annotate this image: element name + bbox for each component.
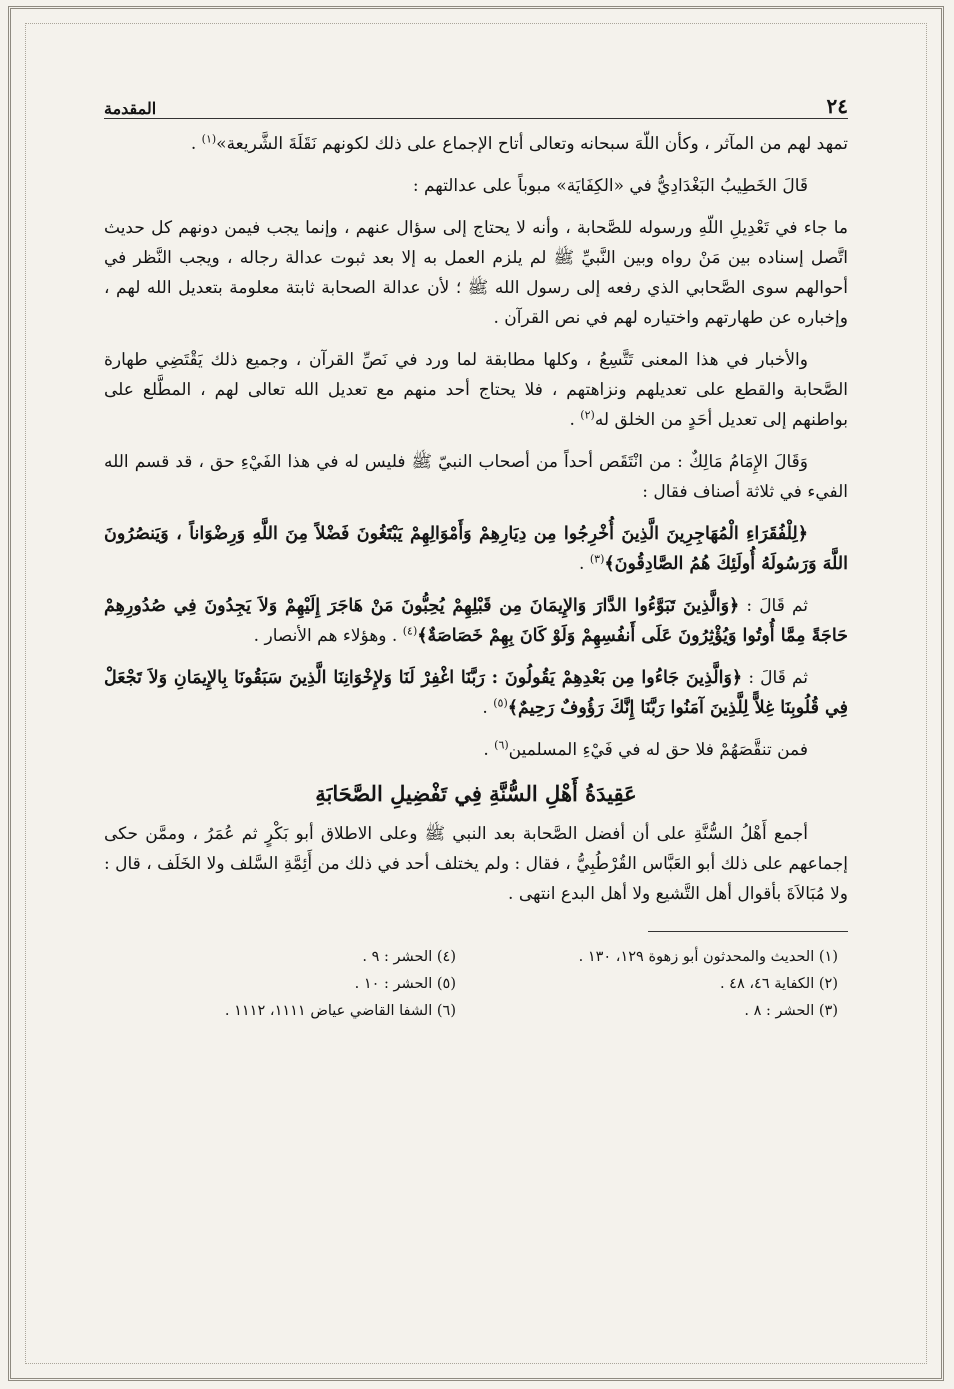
footnote: (٤) الحشر : ٩ . [362, 949, 456, 965]
quran-verse: ﴿وَالَّذِينَ جَاءُوا مِن بَعْدِهِمْ يَقُولُونَ : رَبَّنَا اغْفِرْ لَنَا وَلإِخْوَانِنَا الَّذِينَ سَبَقُونَا بِالإِيمَانِ وَلاَ تَجْعَلْ فِي قُلُوبِنَا غِلاًّ لِلَّذِينَ آمَنُوا رَبَّنَا إِنَّكَ رَؤُوفٌ رَحِيمٌ﴾ [104, 668, 848, 718]
footnote-ref: (٦) [494, 738, 509, 752]
paragraph: تمهد لهم من المآثر ، وكأن اللّهَ سبحانه وتعالى أتاح الإجماع على ذلك لكونهم نَقَلَةَ الشَّريعة»$^{(١)}$ . [190, 132, 848, 154]
paragraph: أجمع أَهْلُ السُّنَّةِ على أن أفضل الصَّحابة بعد النبي ﷺ وعلى الاطلاق أبو بَكْرٍ ثم عُمَرُ ، وممَّن حكى إجماعهم على ذلك أبو العَبَّاس القُرْطُبِيُّ ، فقال : ولم يختلف أحد في ذلك من أَئِمَّةِ السَّلف ولا الخَلَف ، قال : ولا مُبَالاَةَ بأقوال أهل التَّشيع ولا أهل البدع انتهى . [104, 824, 848, 904]
quran-paragraph [104, 591, 848, 651]
lead-text: ثم قَالَ : [739, 596, 808, 616]
section-heading: عَقِيدَةُ أَهْلِ السُّنَّةِ فِي تَفْضِيلِ الصَّحَابَةِ [315, 781, 637, 806]
quran-paragraph: ثم قَالَ : ﴿وَالَّذِينَ جَاءُوا مِن بَعْدِهِمْ يَقُولُونَ : رَبَّنَا اغْفِرْ لَنَا وَلإِخْوَانِنَا الَّذِينَ سَبَقُونَا بِالإِيمَانِ وَلاَ تَجْعَلْ فِي قُلُوبِنَا غِلاًّ لِلَّذِينَ آمَنُوا رَبَّنَا إِنَّكَ رَؤُوفٌ رَحِيمٌ﴾$^{(٥)}$ . [104, 668, 848, 718]
section-title: المقدمة [104, 99, 157, 118]
footnote-ref: (٢) [580, 408, 595, 422]
footnote: (٢) الكفاية ٤٦، ٤٨ . [719, 976, 838, 992]
running-header [104, 82, 848, 119]
footnote-ref: (٥) [493, 696, 508, 710]
quran-verse: ﴿وَالَّذِينَ تَبَوَّءُوا الدَّارَ وَالإِيمَانَ مِن قَبْلِهِمْ يُحِبُّونَ مَنْ هَاجَرَ إِلَيْهِمْ وَلاَ يَجِدُونَ فِي صُدُورِهِمْ حَاجَةً مِمَّا أُوتُوا وَيُؤْثِرُونَ عَلَى أَنفُسِهِمْ وَلَوْ كَانَ بِهِمْ خَصَاصَةٌ﴾ [104, 596, 848, 646]
paragraph: فمن تنقَّصَهُمْ فلا حق له في فَيْءِ المسلمين$^{(٦)}$ . [483, 738, 808, 760]
footnote: (٦) الشفا القاضي عياض ١١١١، ١١١٢ . [224, 1003, 456, 1019]
paragraph-text: والأخبار في هذا المعنى تَتَّسِعُ ، وكلها مطابقة لما ورد في نَصِّ القرآن ، وجميع ذلك يَقْتَضِي طهارة الصَّحابة والقطع على تعديلهم ونزاهتهم ، فلا يحتاج أحد منهم مع تعديل الله تعالى لهم ، المطَّلع على بواطنهم إلى تعديل أحَدٍ من الخلق له [104, 350, 848, 430]
footnote-ref: (٣) [589, 552, 605, 566]
paragraph: قَالَ الخَطِيبُ البَغْدَادِيُّ في «الكِفَايَة» مبوباً على عدالتهم : [412, 176, 808, 196]
book-page [104, 82, 848, 1025]
footnote-ref: (٤) [402, 624, 418, 638]
paragraph-text: فمن تنقَّصَهُمْ فلا حق له في فَيْءِ المسلمين [508, 740, 808, 760]
footnote-divider [648, 931, 848, 932]
footnote: (١) الحديث والمحدثون أبو زهوة ١٢٩، ١٣٠ . [578, 949, 838, 965]
quran-verse: ﴿لِلْفُقَرَاءِ الْمُهَاجِرِينَ الَّذِينَ أُخْرِجُوا مِن دِيَارِهِمْ وَأَمْوَالِهِمْ يَبْتَغُونَ فَضْلاً مِنَ اللَّهِ وَرِضْوَاناً ، وَيَنصُرُونَ اللَّهَ وَرَسُولَهُ أُولَئِكَ هُمُ الصَّادِقُونَ﴾ [104, 524, 848, 574]
page-number: ٢٤ [826, 94, 848, 118]
footnote: (٣) الحشر : ٨ . [744, 1003, 838, 1019]
footnote-ref: (١) [201, 132, 217, 146]
lead-text: ثم قَالَ : [742, 668, 808, 688]
paragraph: والأخبار في هذا المعنى تَتَّسِعُ ، وكلها مطابقة لما ورد في نَصِّ القرآن ، وجميع ذلك يَقْتَضِي طهارة الصَّحابة والقطع على تعديلهم ونزاهتهم ، فلا يحتاج أحد منهم مع تعديل الله تعالى لهم ، المطَّلع على بواطنهم إلى تعديل أحَدٍ من الخلق له$^{(٢)}$ . [104, 350, 848, 430]
paragraph: وَقَالَ الإِمَامُ مَالِكٌ : من انْتَقَص أحداً من أصحاب النبيّ ﷺ فليس له في هذا الفَيْءِ حق ، قد قسم الله الفيء في ثلاثة أصناف فقال : [104, 452, 848, 502]
paragraph-text: تمهد لهم من المآثر ، وكأن اللّهَ سبحانه وتعالى أتاح الإجماع على ذلك لكونهم نَقَلَةَ الشَّريعة» [216, 134, 848, 154]
quran-paragraph: ﴿لِلْفُقَرَاءِ الْمُهَاجِرِينَ الَّذِينَ أُخْرِجُوا مِن دِيَارِهِمْ وَأَمْوَالِهِمْ يَبْتَغُونَ فَضْلاً مِنَ اللَّهِ وَرِضْوَاناً ، وَيَنصُرُونَ اللَّهَ وَرَسُولَهُ أُولَئِكَ هُمُ الصَّادِقُونَ﴾$^{(٣)}$ . [104, 524, 848, 574]
main-text [104, 129, 848, 909]
tail-text: . وهؤلاء هم الأنصار . [253, 626, 403, 646]
footnote: (٥) الحشر : ١٠ . [354, 976, 456, 992]
footnotes [104, 944, 848, 1025]
paragraph: ما جاء في تَعْدِيلِ اللّهِ ورسوله للصَّحابة ، وأنه لا يحتاج إلى سؤال عنهم ، وإنما يجب فيمن دونهم كل حديث اتَّصل إسناده بين مَنْ رواه وبين النَّبيِّ ﷺ لم يلزم العمل به إلا بعد ثبوت عدالة رجاله ، ويجب النَّظر في أحوالهم سوى الصَّحابي الذي رفعه إلى رسول الله ﷺ ؛ لأن عدالة الصحابة ثابتة معلومة بتعديل الله لهم ، وإخباره عن طهارتهم واختياره لهم في نص القرآن . [104, 218, 848, 328]
